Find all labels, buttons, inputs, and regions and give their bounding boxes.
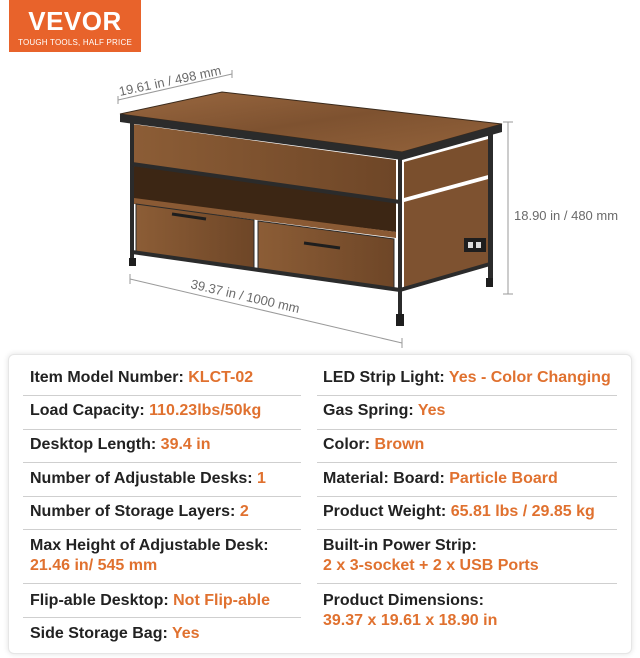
logo-brand: VEVOR [28,6,122,36]
spec-color [323,435,424,455]
spec-value: 2 x 3-socket + 2 x USB Ports [323,557,539,574]
spec-product-weight [323,502,595,522]
spec-label: Number of Adjustable Desks: [30,470,258,487]
spec-label: Number of Storage Layers: [30,503,240,520]
spec-gas-spring [323,401,445,421]
spec-value: Particle Board [449,470,558,487]
divider [23,529,301,530]
specifications-panel [8,354,632,654]
vevor-logo [9,0,141,52]
divider [317,429,617,430]
spec-label: Color: [323,436,375,453]
spec-load-capacity [30,401,261,421]
spec-label: Side Storage Bag: [30,625,172,642]
spec-label: LED Strip Light: [323,369,449,386]
spec-value: 39.37 x 19.61 x 18.90 in [323,612,498,629]
spec-value: 65.81 lbs / 29.85 kg [450,503,595,520]
logo-tagline: TOUGH TOOLS, HALF PRICE [18,38,132,47]
spec-product-dimensions [323,591,497,631]
product-image [0,52,640,352]
divider [23,395,301,396]
spec-max-height [30,536,269,576]
divider [23,583,301,584]
spec-label: Built-in Power Strip: [323,537,477,554]
spec-value: Yes [171,625,200,642]
spec-value: Yes - Color Changing [448,369,611,386]
spec-flip-able-desktop [30,591,270,611]
spec-item-model-number [30,368,253,388]
spec-label: Desktop Length: [30,436,161,453]
divider [317,496,617,497]
spec-led-strip-light [323,368,611,388]
spec-side-storage-bag [30,624,200,644]
divider [23,496,301,497]
spec-material [323,469,558,489]
depth-label: 19.61 in / 498 mm [117,62,223,99]
spec-label: Max Height of Adjustable Desk: [30,537,269,554]
spec-value: KLCT-02 [188,369,254,386]
coffee-table-illustration [0,52,640,352]
spec-label: Product Weight: [323,503,451,520]
spec-value: 110.23lbs/50kg [149,402,262,419]
divider [317,583,617,584]
spec-value: 1 [257,470,266,487]
spec-storage-layers [30,502,249,522]
divider [23,462,301,463]
spec-value: Yes [417,402,446,419]
spec-value: Not Flip-able [173,592,271,609]
spec-value: 39.4 in [160,436,211,453]
spec-label: Gas Spring: [323,402,418,419]
spec-label: Product Dimensions: [323,592,484,609]
width-label: 39.37 in / 1000 mm [189,276,302,316]
spec-label: Load Capacity: [30,402,150,419]
divider [317,462,617,463]
spec-desktop-length [30,435,210,455]
spec-label: Item Model Number: [30,369,189,386]
height-label: 18.90 in / 480 mm [514,208,619,223]
spec-value: 21.46 in/ 545 mm [30,557,158,574]
divider [23,429,301,430]
spec-adjustable-desks [30,469,266,489]
spec-value: Brown [374,436,425,453]
spec-power-strip [323,536,539,576]
spec-value: 2 [239,503,249,520]
divider [317,529,617,530]
divider [317,395,617,396]
spec-label: Material: Board: [323,470,450,487]
height-dimension-line [503,122,513,294]
spec-label: Flip-able Desktop: [30,592,174,609]
divider [23,617,301,618]
